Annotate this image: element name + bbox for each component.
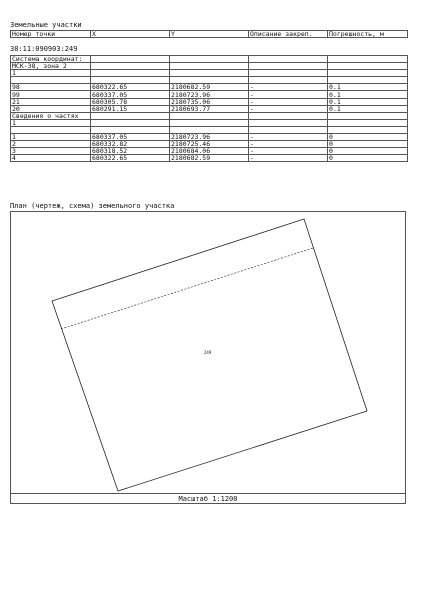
system-label: Система координат: [11, 56, 91, 63]
point-error: 0 [328, 148, 408, 155]
col-y: Y [170, 31, 249, 38]
scale-label: Масштаб 1:1200 [10, 493, 406, 504]
header-table [10, 30, 408, 38]
parcel-id: 38:11:090903:249 [10, 45, 78, 53]
point-y: 2180725.46 [170, 141, 249, 148]
col-error: Погрешность, м [328, 31, 408, 38]
point-error: 0 [328, 155, 408, 162]
point-description: - [249, 98, 328, 105]
system-value: МСК-38, зона 2 [11, 63, 91, 70]
plan-title: План (чертеж, схема) земельного участка [10, 202, 175, 210]
point-y: 2180682.59 [170, 84, 249, 91]
col-x: X [91, 31, 170, 38]
point-x: 680318.52 [91, 148, 170, 155]
point-error: 0 [328, 141, 408, 148]
point-x: 680337.05 [91, 134, 170, 141]
point-description: - [249, 91, 328, 98]
table-row [11, 155, 408, 162]
point-x: 680332.82 [91, 141, 170, 148]
point-number: 1 [11, 134, 91, 141]
point-number: 2 [11, 141, 91, 148]
document-title: Земельные участки [10, 21, 82, 29]
point-y: 2180723.96 [170, 91, 249, 98]
point-y: 2180682.59 [170, 155, 249, 162]
parcel-label: 249 [204, 350, 212, 355]
contour-number: 1 [11, 70, 91, 77]
point-error: 0.1 [328, 91, 408, 98]
table-row [11, 148, 408, 155]
point-x: 680322.65 [91, 155, 170, 162]
col-description: Описание закреп. [249, 31, 328, 38]
point-y: 2180735.06 [170, 98, 249, 105]
table-row [11, 134, 408, 141]
point-number: 4 [11, 155, 91, 162]
point-x: 680337.05 [91, 91, 170, 98]
parcel-drawing [11, 212, 407, 505]
point-error: 0.1 [328, 105, 408, 112]
table-row [11, 84, 408, 91]
point-x: 680291.15 [91, 105, 170, 112]
plan-frame [10, 211, 406, 504]
parts-contour: 1 [11, 119, 91, 126]
point-description: - [249, 155, 328, 162]
coordinates-table [10, 55, 408, 162]
point-description: - [249, 134, 328, 141]
point-description: - [249, 141, 328, 148]
point-error: 0.1 [328, 84, 408, 91]
point-y: 2180684.06 [170, 148, 249, 155]
part-boundary [61, 248, 313, 329]
table-row [11, 105, 408, 112]
point-number: 20 [11, 105, 91, 112]
point-error: 0 [328, 134, 408, 141]
point-description: - [249, 148, 328, 155]
parcel-outline [52, 219, 367, 491]
point-number: 3 [11, 148, 91, 155]
point-number: 98 [11, 84, 91, 91]
point-description: - [249, 84, 328, 91]
table-row [11, 91, 408, 98]
parts-label: Сведения о частях [11, 112, 91, 119]
point-description: - [249, 105, 328, 112]
point-number: 21 [11, 98, 91, 105]
point-error: 0.1 [328, 98, 408, 105]
col-point-number: Номер точки [11, 31, 91, 38]
table-row [11, 141, 408, 148]
point-x: 680322.65 [91, 84, 170, 91]
table-row [11, 98, 408, 105]
point-x: 680305.78 [91, 98, 170, 105]
point-y: 2180693.77 [170, 105, 249, 112]
point-y: 2180723.96 [170, 134, 249, 141]
point-number: 99 [11, 91, 91, 98]
